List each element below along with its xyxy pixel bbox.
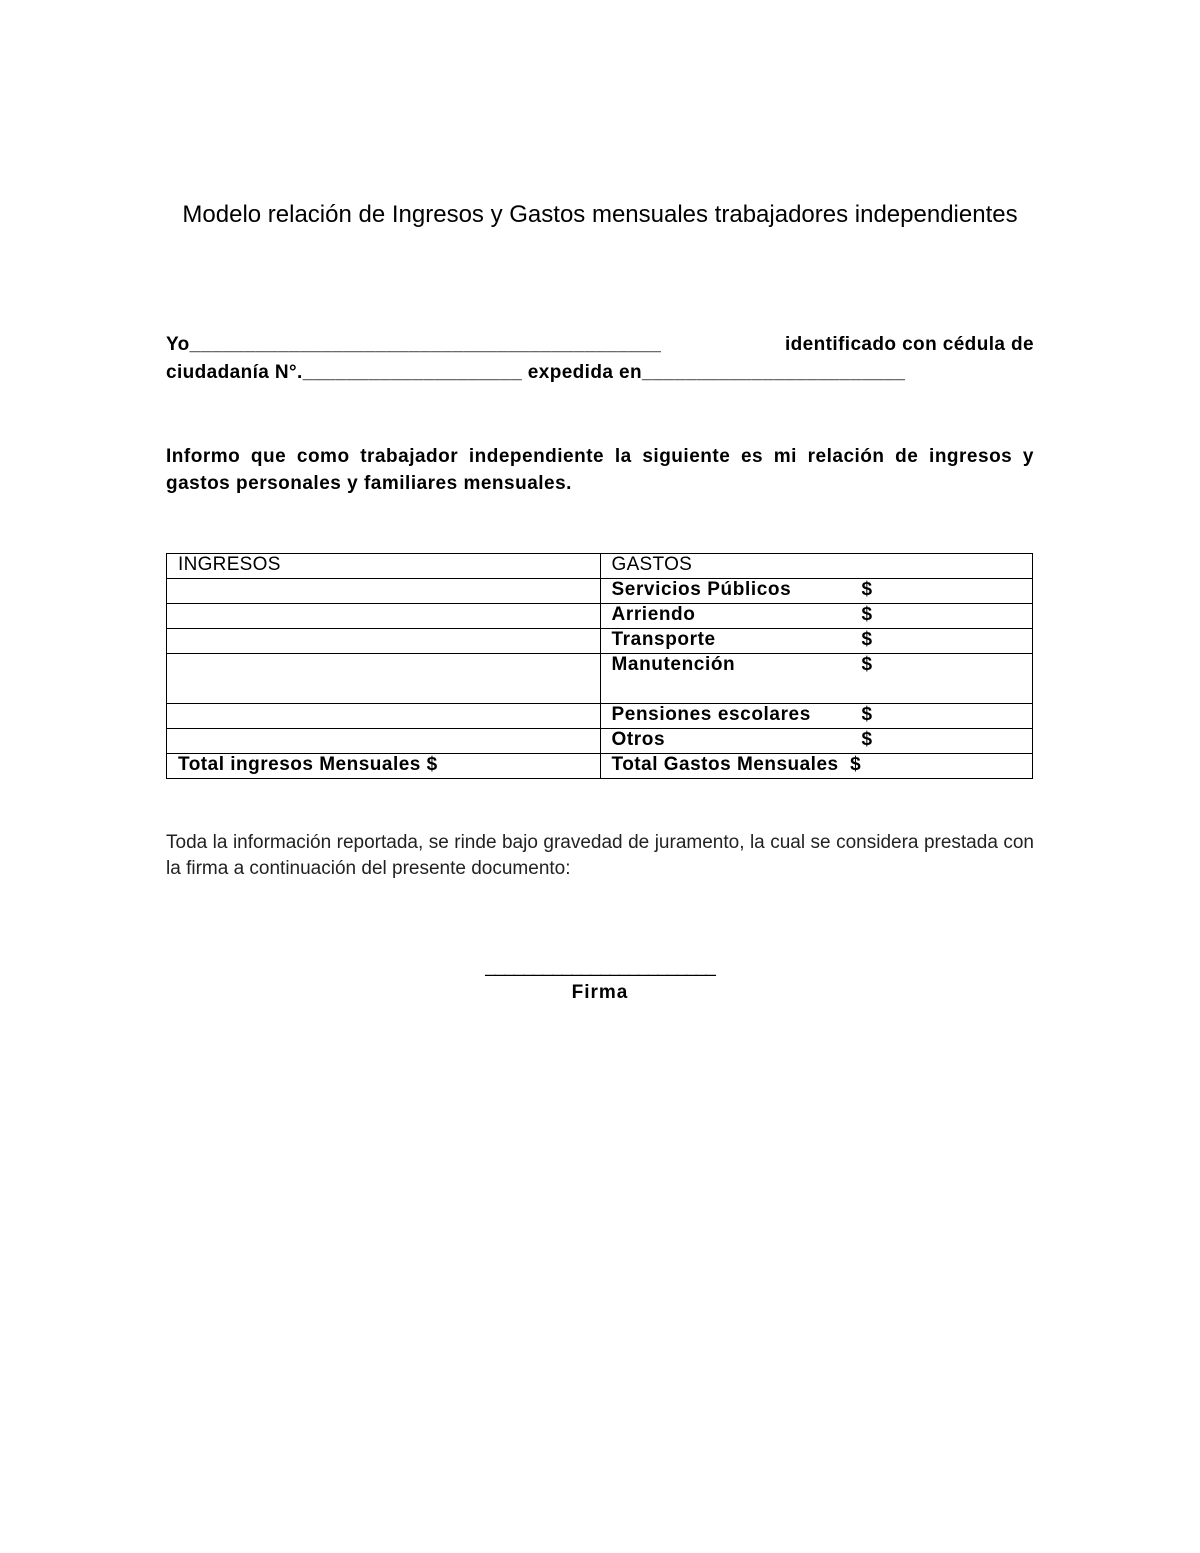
gasto-currency: $: [861, 654, 873, 675]
gasto-cell-arriendo: [600, 604, 1033, 629]
total-ingresos: Total ingresos Mensuales $: [167, 754, 601, 779]
declaration-line-1: [166, 331, 1034, 359]
gasto-cell-transporte: [600, 629, 1033, 654]
gasto-cell-pensiones: [600, 704, 1033, 729]
ingreso-cell: [167, 579, 601, 604]
gasto-label: Servicios Públicos: [611, 579, 792, 600]
gasto-currency: $: [861, 629, 873, 650]
gasto-currency: $: [861, 604, 873, 625]
cedula-blank-field: ciudadanía N°.____________________: [166, 362, 523, 383]
total-gastos: Total Gastos Mensuales $: [600, 754, 1033, 779]
yo-blank-field: Yo___________________________________________: [166, 334, 662, 355]
ingreso-cell: [167, 704, 601, 729]
signature-label: Firma: [571, 982, 629, 1003]
table-row: [167, 704, 1033, 729]
gasto-label: Otros: [611, 729, 666, 750]
gasto-label: Pensiones escolares: [611, 704, 811, 725]
document-title: Modelo relación de Ingresos y Gastos mensuales trabajadores independientes: [182, 201, 1018, 228]
gasto-label: Manutención: [611, 654, 736, 675]
gasto-cell-servicios: [600, 579, 1033, 604]
signature-line: ________________________: [485, 956, 715, 977]
table-total-row: [167, 754, 1033, 779]
ingreso-cell: [167, 629, 601, 654]
table-row: [167, 654, 1033, 704]
declaration-line-2: [166, 359, 1034, 387]
gasto-currency: $: [861, 704, 873, 725]
gasto-cell-manutencion: [600, 654, 1033, 704]
table-header-row: [167, 554, 1033, 579]
ingreso-cell: [167, 729, 601, 754]
declaration-block: [166, 331, 1034, 387]
ingreso-cell: [167, 654, 601, 704]
table-row: [167, 604, 1033, 629]
gasto-label: Transporte: [611, 629, 716, 650]
income-expense-table: [166, 553, 1033, 779]
gasto-cell-otros: [600, 729, 1033, 754]
gastos-header: GASTOS: [600, 554, 1033, 579]
table-row: [167, 579, 1033, 604]
ingresos-header: INGRESOS: [167, 554, 601, 579]
ingreso-cell: [167, 604, 601, 629]
gasto-currency: $: [861, 579, 873, 600]
gasto-label: Arriendo: [611, 604, 696, 625]
expedida-blank-field: expedida en________________________: [527, 362, 906, 383]
juramento-paragraph: Toda la información reportada, se rinde bajo gravedad de juramento, la cual se considera prestada con la firma a continuación del presente documento:: [166, 832, 1034, 879]
table-row: [167, 729, 1033, 754]
identificado-text: identificado con cédula de: [785, 334, 1034, 355]
table-row: [167, 629, 1033, 654]
gasto-currency: $: [861, 729, 873, 750]
informo-paragraph: Informo que como trabajador independiente la siguiente es mi relación de ingresos y gastos personales y familiares mensuales.: [166, 446, 1034, 494]
